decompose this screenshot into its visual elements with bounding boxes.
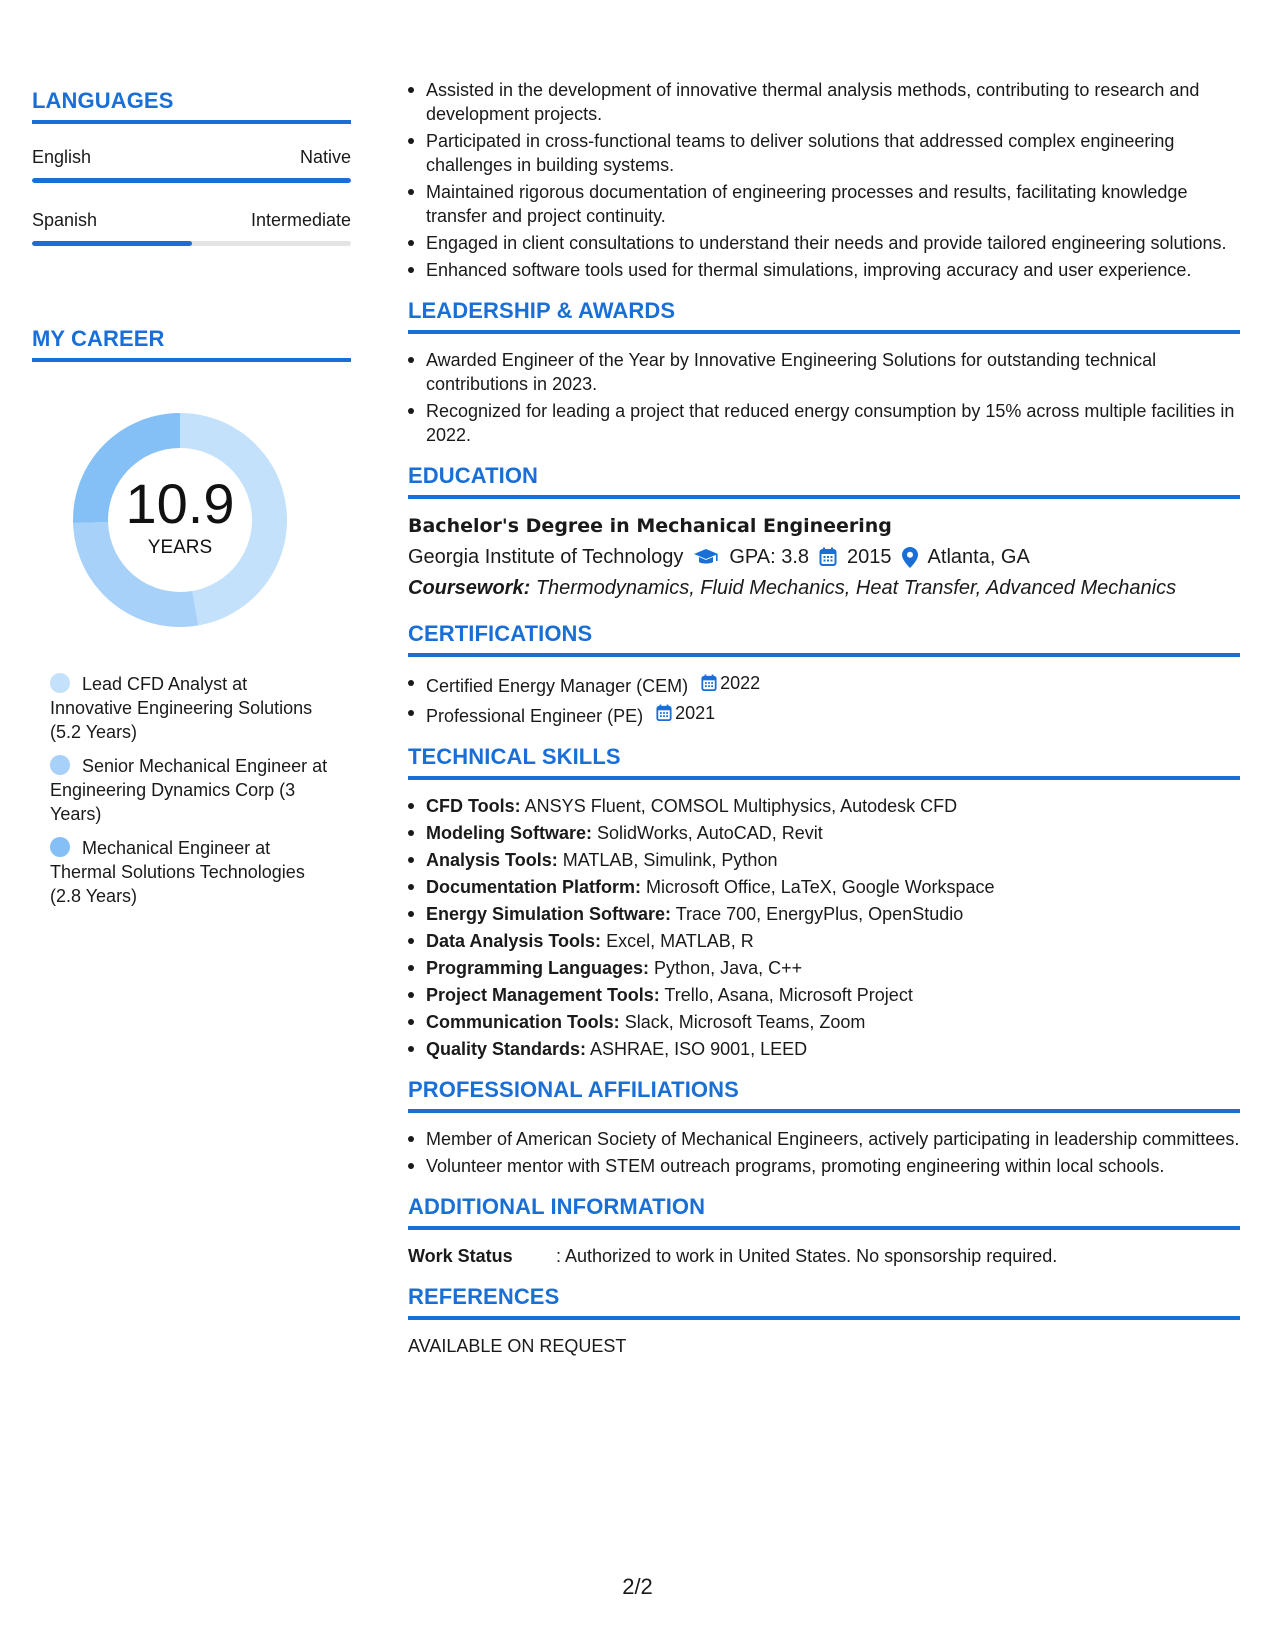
career-role-label: Lead CFD Analyst at Innovative Engineering Solutions (5.2 Years) [50,674,313,742]
experience-bullet: Engaged in client consultations to understand their needs and provide tailored engineering solutions. [426,231,1240,255]
career-role-label: Mechanical Engineer at Thermal Solutions Technologies (2.8 Years) [50,838,305,906]
career-donut-chart [66,406,294,634]
coursework-label: Coursework: [408,577,531,599]
skill-label: CFD Tools: [426,796,521,816]
legend-dot [50,837,70,857]
skill-value: ASHRAE, ISO 9001, LEED [590,1039,808,1059]
leadership-item: Recognized for leading a project that reduced energy consumption by 15% across multiple facilities in 2022. [426,399,1240,447]
career-total-unit: YEARS [147,537,213,558]
calendar-icon [701,674,717,692]
leadership-heading: LEADERSHIP & AWARDS [408,298,1240,334]
skill-item [426,794,1240,818]
additional-info-heading: ADDITIONAL INFORMATION [408,1194,1240,1230]
work-status-value: : Authorized to work in United States. No sponsorship required. [556,1246,1058,1266]
skill-value: Slack, Microsoft Teams, Zoom [624,1012,866,1032]
skill-value: Excel, MATLAB, R [606,931,754,951]
experience-bullet: Enhanced software tools used for thermal simulations, improving accuracy and user experience. [426,258,1240,282]
references-heading: REFERENCES [408,1284,1240,1320]
languages-heading: LANGUAGES [32,88,351,124]
work-status-label: Work Status [408,1246,513,1266]
skill-item [426,983,1240,1007]
education-details [408,544,1240,570]
skill-label: Analysis Tools: [426,850,558,870]
career-legend-item [50,836,332,908]
skill-value: Microsoft Office, LaTeX, Google Workspace [646,877,995,897]
certification-name: Certified Energy Manager (CEM) [426,676,689,696]
education-heading: EDUCATION [408,463,1240,499]
right-column [408,78,1240,1358]
skill-item [426,875,1240,899]
page-number: 2/2 [622,1574,653,1599]
location-pin-icon [902,547,918,568]
language-level: Intermediate [250,210,351,230]
certifications-heading: CERTIFICATIONS [408,621,1240,657]
skill-label: Quality Standards: [426,1039,587,1059]
skill-label: Energy Simulation Software: [426,904,672,924]
references-text: AVAILABLE ON REQUEST [408,1336,627,1356]
skill-item [426,929,1240,953]
additional-info-section [408,1194,1240,1268]
skill-value: Trace 700, EnergyPlus, OpenStudio [675,904,964,924]
career-heading: MY CAREER [32,326,351,362]
education-location: Atlanta, GA [927,546,1030,568]
skill-value: MATLAB, Simulink, Python [562,850,778,870]
calendar-icon [819,547,837,567]
skill-label: Communication Tools: [426,1012,620,1032]
experience-bullet: Assisted in the development of innovative thermal analysis methods, contributing to research and development projects. [426,78,1240,126]
leadership-item: Awarded Engineer of the Year by Innovative Engineering Solutions for outstanding technical contributions in 2023. [426,348,1240,396]
education-section [408,463,1240,601]
skill-item [426,1037,1240,1061]
education-school: Georgia Institute of Technology [408,546,684,568]
legend-dot [50,755,70,775]
skill-item [426,848,1240,872]
skill-value: SolidWorks, AutoCAD, Revit [597,823,823,843]
skill-label: Project Management Tools: [426,985,660,1005]
calendar-icon [656,704,672,722]
education-gpa: GPA: 3.8 [729,546,810,568]
career-total-years: 10.9 [125,472,235,535]
language-name: Spanish [32,210,98,230]
skill-item [426,1010,1240,1034]
skill-label: Programming Languages: [426,958,650,978]
skill-label: Modeling Software: [426,823,592,843]
language-item-english [32,146,351,183]
career-role-label: Senior Mechanical Engineer at Engineering Dynamics Corp (3 Years) [50,756,328,824]
experience-bullet: Maintained rigorous documentation of engineering processes and results, facilitating knowledge transfer and project continuity. [426,180,1240,228]
skill-item [426,956,1240,980]
language-proficiency-fill [32,178,351,183]
skill-value: Python, Java, C++ [654,958,803,978]
graduation-cap-icon [693,547,719,567]
experience-bullet: Participated in cross-functional teams to deliver solutions that addressed complex engineering challenges in building systems. [426,129,1240,177]
language-name: English [32,147,92,167]
affiliation-item: Volunteer mentor with STEM outreach programs, promoting engineering within local schools. [426,1154,1240,1178]
certification-item [426,701,1240,728]
certification-year: 2022 [720,673,761,693]
leadership-section [408,298,1240,447]
references-section [408,1284,1240,1358]
certification-year: 2021 [675,703,716,723]
coursework-value: Thermodynamics, Fluid Mechanics, Heat Transfer, Advanced Mechanics [535,577,1177,599]
certifications-section [408,621,1240,728]
language-proficiency-bar [32,178,351,183]
language-level: Native [299,147,351,167]
skill-item [426,902,1240,926]
skill-label: Documentation Platform: [426,877,642,897]
career-legend-item [50,754,332,826]
skill-value: ANSYS Fluent, COMSOL Multiphysics, Autodesk CFD [524,796,958,816]
skill-item [426,821,1240,845]
affiliation-item: Member of American Society of Mechanical Engineers, actively participating in leadership committees. [426,1129,1240,1149]
certification-name: Professional Engineer (PE) [426,706,644,726]
language-proficiency-bar [32,241,351,246]
certification-item [426,671,1240,698]
skills-heading: TECHNICAL SKILLS [408,744,1240,780]
education-year: 2015 [847,546,892,568]
affiliations-heading: PROFESSIONAL AFFILIATIONS [408,1077,1240,1113]
education-coursework [408,575,1240,601]
left-column [32,88,351,918]
skills-section [408,744,1240,1061]
experience-bullets [408,78,1240,282]
career-legend-item [50,672,332,744]
skill-label: Data Analysis Tools: [426,931,602,951]
affiliations-section [408,1077,1240,1178]
skill-value: Trello, Asana, Microsoft Project [664,985,913,1005]
career-legend [50,672,332,908]
language-item-spanish [32,209,351,246]
work-status-row [408,1244,1240,1268]
education-degree: Bachelor's Degree in Mechanical Engineering [408,515,892,537]
language-proficiency-fill [32,241,192,246]
legend-dot [50,673,70,693]
